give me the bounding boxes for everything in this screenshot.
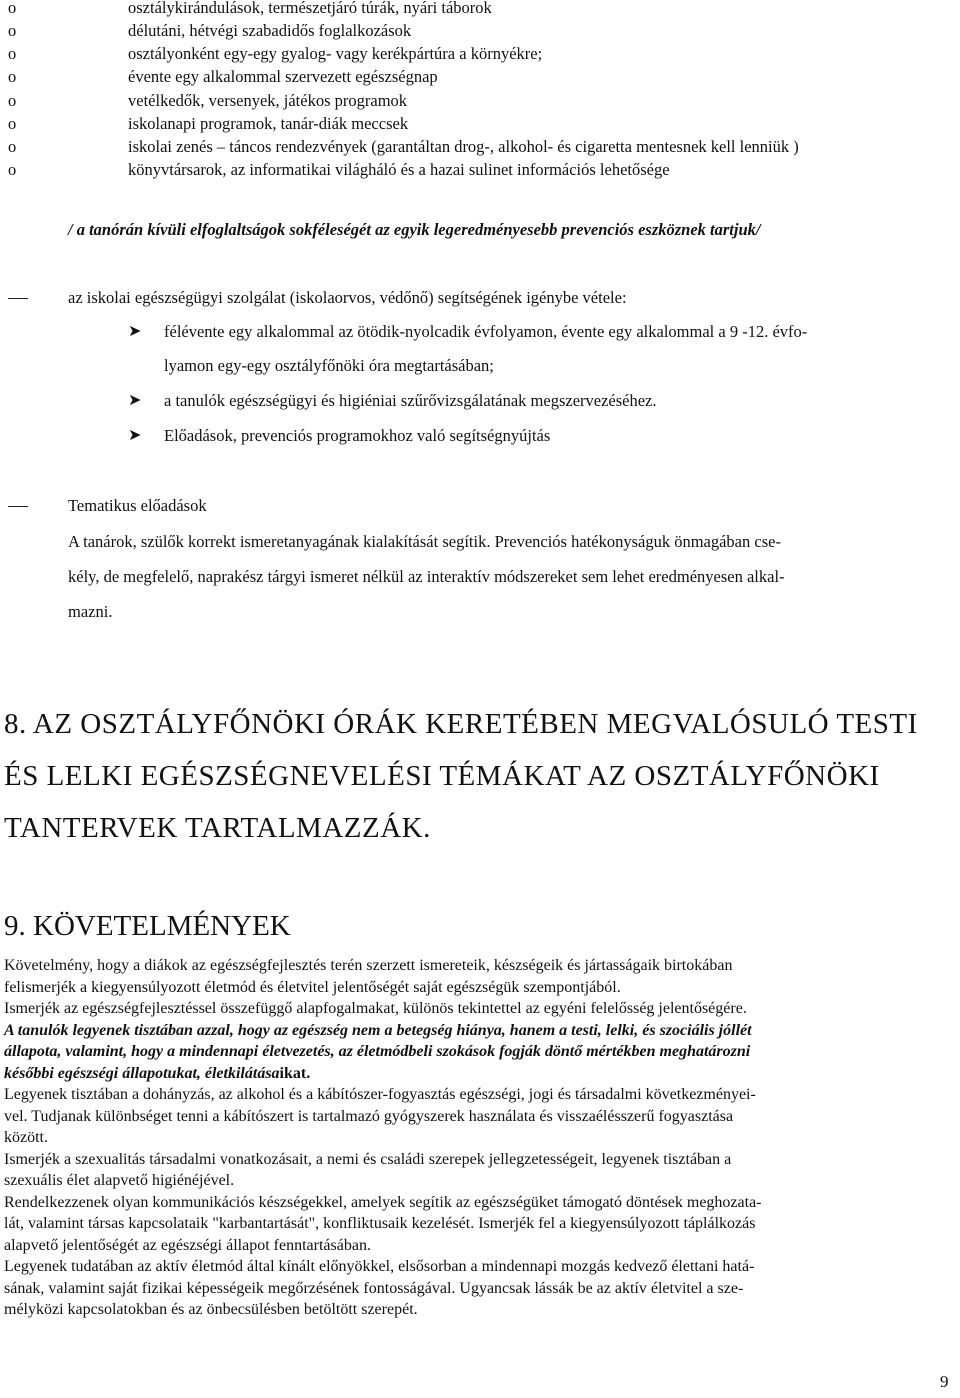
paragraph bbox=[4, 955, 949, 1321]
health-service-item: a tanulók egészségügyi és higiéniai szűrővizsgálatának megszervezéséhez. bbox=[164, 391, 657, 410]
list-item-text: évente egy alkalommal szervezett egészségnap bbox=[128, 67, 438, 86]
section-9-heading: 9. KÖVETELMÉNYEK bbox=[4, 910, 291, 942]
arrow-bullet-icon: ➤ bbox=[128, 392, 142, 409]
paragraph-line: felismerjék a kiegyensúlyozott életmód és életvitel jelentőségét saját egészségük szempontjából. bbox=[4, 978, 621, 996]
paragraph-line: szexuális élet alapvető higiénéjével. bbox=[4, 1172, 235, 1189]
thematic-title: Tematikus előadások bbox=[68, 496, 207, 515]
list-bullet: o bbox=[8, 0, 17, 17]
health-service-title: az iskolai egészségügyi szolgálat (iskolaorvos, védőnő) segítségének igénybe vétele: bbox=[68, 288, 627, 307]
list-item-text: osztályonként egy-egy gyalog- vagy kerékpártúra a környékre; bbox=[128, 44, 543, 63]
thematic-line: kély, de megfelelő, naprakész tárgyi ismeret nélkül az interaktív módszereket sem lehet eredményesen alkal- bbox=[68, 567, 785, 586]
dash-bullet bbox=[8, 298, 28, 299]
emphasis-text: későbbi egészségi állapotukat, életkilátása bbox=[4, 1064, 280, 1082]
emphasis-tail: ikat. bbox=[279, 1064, 311, 1082]
list-item-text: vetélkedők, versenyek, játékos programok bbox=[128, 91, 408, 110]
paragraph-line: mélyközi kapcsolatokban és az önbecsülésben betöltött szerepét. bbox=[4, 1301, 418, 1318]
paragraph-line: vel. Tudjanak különbséget tenni a kábítószert is tartalmazó gyógyszerek használata és visszaélésszerű fogyasztása bbox=[4, 1107, 734, 1125]
list-bullet: o bbox=[8, 44, 17, 63]
health-service-item-cont: lyamon egy-egy osztályfőnöki óra megtartásában; bbox=[164, 356, 494, 375]
list-item-text: osztálykirándulások, természetjáró túrák, nyári táborok bbox=[128, 0, 492, 17]
list-item-text: könyvtársarok, az informatikai világháló és a hazai sulinet információs lehetősége bbox=[128, 160, 670, 179]
list-item-text: iskolanapi programok, tanár-diák meccsek bbox=[128, 114, 409, 133]
thematic-line: mazni. bbox=[68, 602, 113, 621]
arrow-bullet-icon: ➤ bbox=[128, 427, 142, 444]
section-8-heading: TANTERVEK TARTALMAZZÁK. bbox=[4, 812, 431, 844]
list-item-text: iskolai zenés – táncos rendezvények (garantáltan drog-, alkohol- és cigaretta mentesnek kell lenniük ) bbox=[128, 137, 799, 156]
paragraph-line: állapota, valamint, hogy a mindennapi életvezetés, az életmódbeli szokások fogják döntő mértékben meghatározni bbox=[4, 1043, 751, 1060]
paragraph-line: Ismerjék a szexualitás társadalmi vonatkozásait, a nemi és családi szerepek jellegzetességeit, legyenek tisztában a bbox=[4, 1150, 732, 1168]
paragraph-line: Legyenek tudatában az aktív életmód által kínált előnyökkel, elsősorban a mindennapi mozgás kedvező élettani hatá- bbox=[4, 1258, 755, 1275]
dash-bullet bbox=[8, 506, 28, 507]
list-item-text: délutáni, hétvégi szabadidős foglalkozások bbox=[128, 21, 412, 40]
list-bullet: o bbox=[8, 21, 17, 40]
paragraph-line: sának, valamint saját fizikai képességeik megőrzésének fontosságával. Ugyancsak lássák be az aktív életvitel a sze- bbox=[4, 1279, 744, 1297]
paragraph-line: Legyenek tisztában a dohányzás, az alkohol és a kábítószer-fogyasztás egészségi, jogi és társadalmi következményei- bbox=[4, 1086, 756, 1103]
health-service-item: Előadások, prevenciós programokhoz való segítségnyújtás bbox=[164, 426, 551, 445]
paragraph-line: lát, valamint társas kapcsolataik "karbantartását", konfliktusaik kezelését. Ismerjék fel a kiegyensúlyozott táplálkozás bbox=[4, 1215, 756, 1232]
list-bullet: o bbox=[8, 137, 17, 156]
page-number: 9 bbox=[940, 1372, 949, 1391]
paragraph-line: Követelmény, hogy a diákok az egészségfejlesztés terén szerzett ismereteik, készségeik és jártasságaik birtokában bbox=[4, 957, 733, 974]
paragraph-line: A tanulók legyenek tisztában azzal, hogy az egészség nem a betegség hiánya, hanem a testi, lelki, és szociális jóllét bbox=[4, 1021, 752, 1039]
list-bullet: o bbox=[8, 91, 17, 110]
prevention-note: / a tanórán kívüli elfoglaltságok sokféleségét az egyik legeredményesebb prevenciós eszköznek tartjuk/ bbox=[68, 220, 761, 239]
thematic-line: A tanárok, szülők korrekt ismeretanyagának kialakítását segítik. Prevenciós hatékonyságuk önmagában cse- bbox=[68, 532, 781, 551]
paragraph-line: alapvető jelentőségét az egészségi állapot fenntartásában. bbox=[4, 1236, 371, 1254]
list-bullet: o bbox=[8, 160, 17, 179]
list-bullet: o bbox=[8, 67, 17, 86]
paragraph-line: között. bbox=[4, 1129, 48, 1146]
arrow-bullet-icon: ➤ bbox=[128, 323, 142, 340]
section-8-heading: 8. AZ OSZTÁLYFŐNÖKI ÓRÁK KERETÉBEN MEGVALÓSULÓ TESTI bbox=[4, 708, 918, 740]
paragraph-line bbox=[4, 1063, 949, 1085]
list-bullet: o bbox=[8, 114, 17, 133]
section-8-heading: ÉS LELKI EGÉSZSÉGNEVELÉSI TÉMÁKAT AZ OSZTÁLYFŐNÖKI bbox=[4, 760, 880, 792]
paragraph-line: Rendelkezzenek olyan kommunikációs készségekkel, amelyek segítik az egészségüket támogató döntések meghozata- bbox=[4, 1193, 762, 1211]
paragraph-line: Ismerjék az egészségfejlesztéssel összefüggő alapfogalmakat, különös tekintettel az egyéni felelősség jelentőségére. bbox=[4, 1000, 747, 1017]
health-service-item: félévente egy alkalommal az ötödik-nyolcadik évfolyamon, évente egy alkalommal a 9 -12. évfo- bbox=[164, 322, 808, 341]
